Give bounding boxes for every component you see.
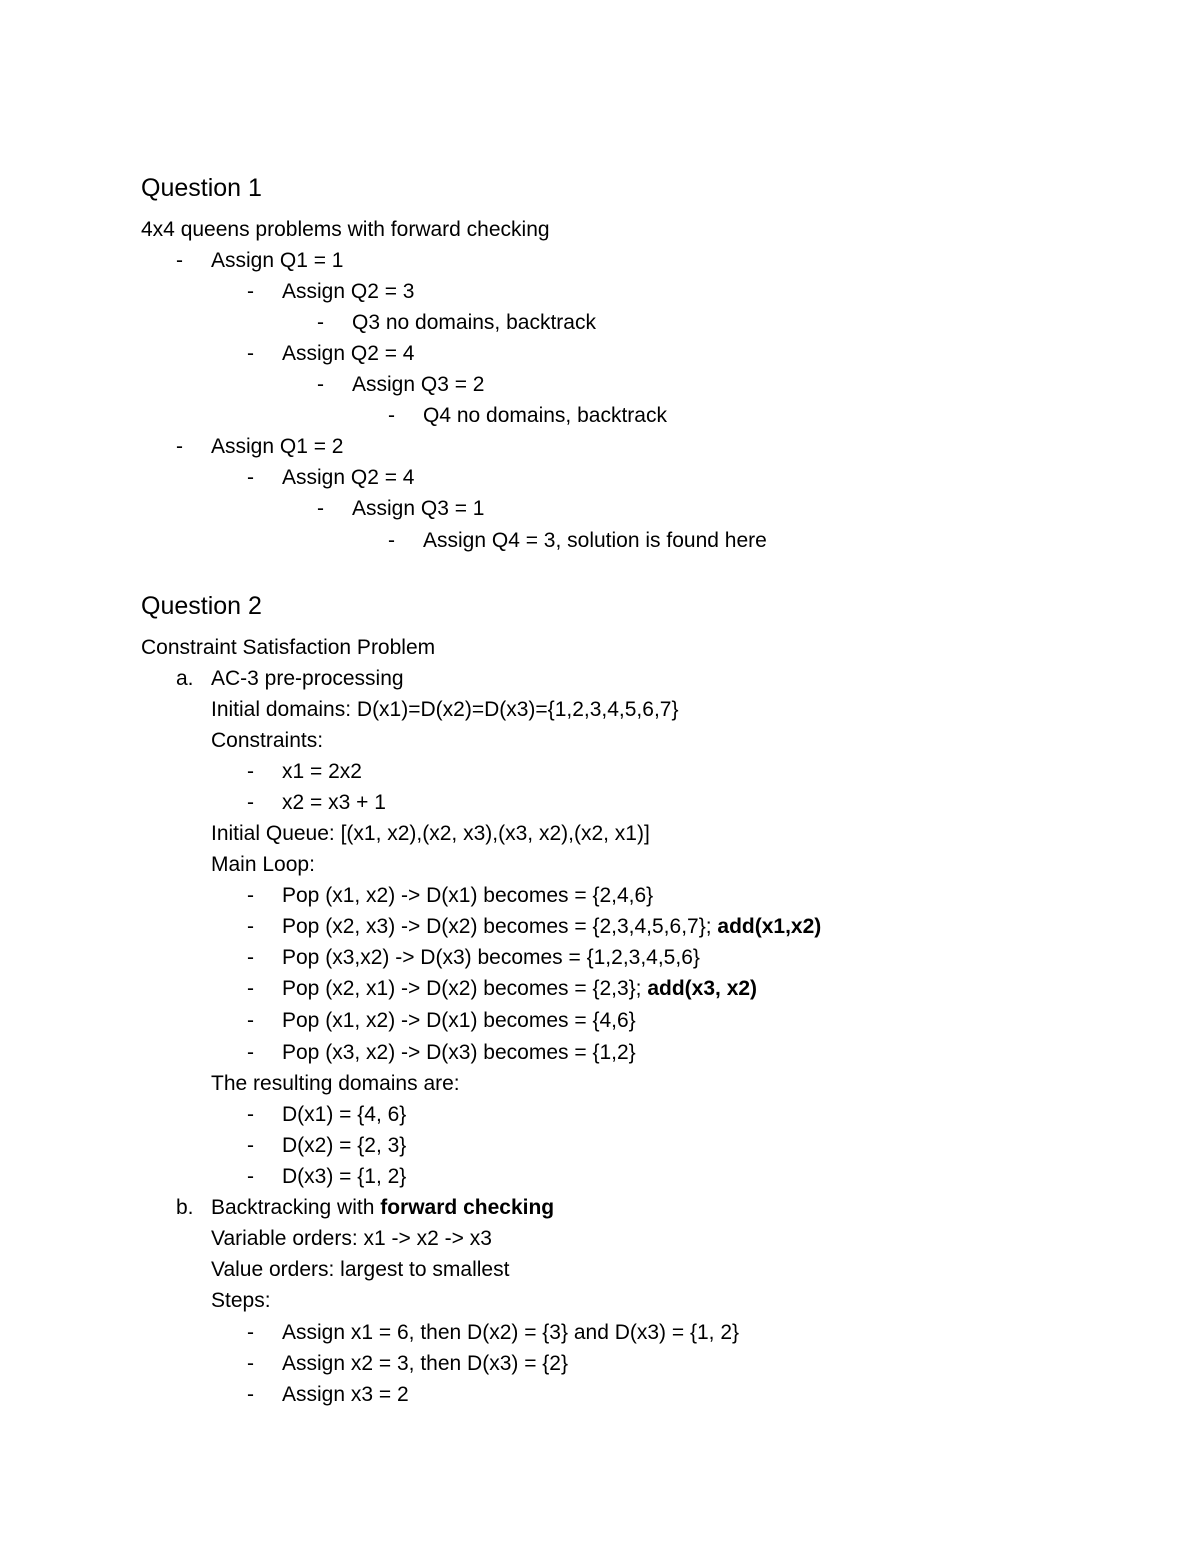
bullet-dash: -: [247, 1103, 254, 1126]
loop-step-text: Pop (x3,x2) -> D(x3) becomes = {1,2,3,4,5,6}: [282, 946, 700, 969]
list-item-text: Q3 no domains, backtrack: [352, 311, 596, 334]
bullet-dash: -: [388, 529, 395, 552]
bullet-dash: -: [317, 497, 324, 520]
bullet-dash: -: [176, 249, 183, 272]
domain-text: D(x3) = {1, 2}: [282, 1165, 407, 1188]
list-item-text: Assign Q4 = 3, solution is found here: [423, 529, 767, 552]
part-title-bold: forward checking: [380, 1196, 555, 1219]
bullet-dash: -: [247, 1009, 254, 1032]
step-text: Assign x2 = 3, then D(x3) = {2}: [282, 1352, 569, 1375]
list-item-text: Assign Q3 = 2: [352, 373, 485, 396]
loop-step-bold: add(x3, x2): [647, 977, 758, 1000]
bullet-dash: -: [388, 404, 395, 427]
part-title-text: AC-3 pre-processing: [211, 667, 404, 690]
part-title-text: [211, 1195, 554, 1221]
list-item-text: Assign Q2 = 4: [282, 342, 415, 365]
bullet-dash: -: [247, 915, 254, 938]
loop-step-plain: Pop (x2, x1) -> D(x2) becomes = {2,3};: [282, 977, 648, 1000]
list-item-text: Assign Q2 = 3: [282, 280, 415, 303]
list-item-text: Assign Q2 = 4: [282, 466, 415, 489]
bullet-dash: -: [247, 1321, 254, 1344]
part-marker: b.: [176, 1196, 194, 1219]
bullet-dash: -: [317, 311, 324, 334]
list-item-text: Assign Q1 = 2: [211, 435, 344, 458]
resulting-domains-label: The resulting domains are:: [211, 1072, 460, 1095]
constraints-label: Constraints:: [211, 729, 324, 752]
bullet-dash: -: [247, 466, 254, 489]
loop-step-text: Pop (x1, x2) -> D(x1) becomes = {2,4,6}: [282, 884, 654, 907]
constraint-text: x1 = 2x2: [282, 760, 362, 783]
question-1-intro: 4x4 queens problems with forward checking: [141, 218, 550, 241]
part-marker: a.: [176, 667, 194, 690]
part-title-plain: Backtracking with: [211, 1196, 381, 1219]
loop-step-text: [282, 976, 757, 1002]
domain-text: D(x2) = {2, 3}: [282, 1134, 407, 1157]
initial-queue: Initial Queue: [(x1, x2),(x2, x3),(x3, x2),(x2, x1)]: [211, 822, 650, 845]
bullet-dash: -: [247, 1352, 254, 1375]
initial-domains: Initial domains: D(x1)=D(x2)=D(x3)={1,2,3,4,5,6,7}: [211, 698, 679, 721]
question-2-heading: Question 2: [141, 592, 262, 620]
bullet-dash: -: [247, 946, 254, 969]
bullet-dash: -: [176, 435, 183, 458]
bullet-dash: -: [247, 1165, 254, 1188]
bullet-dash: -: [247, 977, 254, 1000]
loop-step-bold: add(x1,x2): [717, 915, 822, 938]
bullet-dash: -: [247, 760, 254, 783]
question-2-intro: Constraint Satisfaction Problem: [141, 636, 436, 659]
constraint-text: x2 = x3 + 1: [282, 791, 386, 814]
bullet-dash: -: [247, 884, 254, 907]
step-text: Assign x3 = 2: [282, 1383, 409, 1406]
bullet-dash: -: [247, 342, 254, 365]
value-orders: Value orders: largest to smallest: [211, 1258, 510, 1281]
bullet-dash: -: [247, 1041, 254, 1064]
list-item-text: Assign Q1 = 1: [211, 249, 344, 272]
loop-step-text: Pop (x1, x2) -> D(x1) becomes = {4,6}: [282, 1009, 636, 1032]
loop-step-text: [282, 914, 821, 940]
loop-step-plain: Pop (x2, x3) -> D(x2) becomes = {2,3,4,5,6,7};: [282, 915, 718, 938]
bullet-dash: -: [317, 373, 324, 396]
step-text: Assign x1 = 6, then D(x2) = {3} and D(x3) = {1, 2}: [282, 1321, 740, 1344]
bullet-dash: -: [247, 280, 254, 303]
question-1-heading: Question 1: [141, 174, 262, 202]
bullet-dash: -: [247, 1383, 254, 1406]
loop-step-text: Pop (x3, x2) -> D(x3) becomes = {1,2}: [282, 1041, 636, 1064]
domain-text: D(x1) = {4, 6}: [282, 1103, 407, 1126]
bullet-dash: -: [247, 791, 254, 814]
bullet-dash: -: [247, 1134, 254, 1157]
main-loop-label: Main Loop:: [211, 853, 315, 876]
steps-label: Steps:: [211, 1289, 271, 1312]
list-item-text: Q4 no domains, backtrack: [423, 404, 667, 427]
list-item-text: Assign Q3 = 1: [352, 497, 485, 520]
variable-orders: Variable orders: x1 -> x2 -> x3: [211, 1227, 492, 1250]
